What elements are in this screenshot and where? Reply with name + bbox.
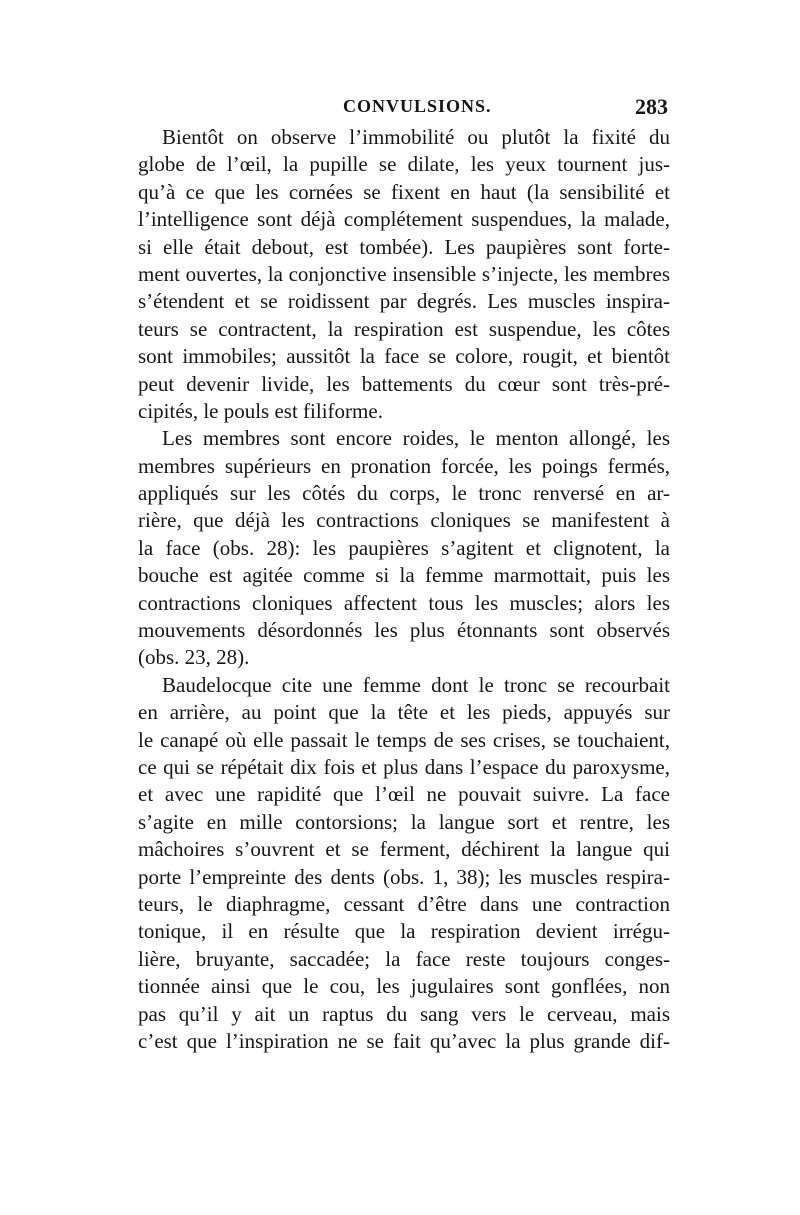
text-line: la face (obs. 28): les paupières s’agitent et clignotent, la bbox=[138, 535, 670, 560]
text-line: Les membres sont encore roides, le menton allongé, les bbox=[162, 426, 670, 451]
book-page bbox=[138, 94, 670, 1055]
text-line: peut devenir livide, les battements du cœur sont très-pré- bbox=[138, 371, 670, 396]
text-line: bouche est agitée comme si la femme marmottait, puis les bbox=[138, 563, 670, 588]
text-line: globe de l’œil, la pupille se dilate, les yeux tournent jus- bbox=[138, 152, 670, 177]
paragraph bbox=[138, 672, 670, 1055]
text-line: sont immobiles; aussitôt la face se colore, rougit, et bientôt bbox=[138, 344, 670, 369]
text-line: l’intelligence sont déjà complétement suspendues, la malade, bbox=[138, 207, 670, 232]
page-number: 283 bbox=[635, 94, 668, 119]
text-line: en arrière, au point que la tête et les pieds, appuyés sur bbox=[138, 700, 670, 725]
text-line: Bientôt on observe l’immobilité ou plutôt la fixité du bbox=[162, 125, 670, 149]
text-line: le canapé où elle passait le temps de ses crises, se touchaient, bbox=[138, 727, 670, 752]
text-line: (obs. 23, 28). bbox=[138, 645, 250, 670]
text-line: mouvements désordonnés les plus étonnants sont observés bbox=[138, 618, 670, 643]
text-line: tionnée ainsi que le cou, les jugulaires sont gonflées, non bbox=[138, 974, 670, 999]
text-line: tonique, il en résulte que la respiration devient irrégu- bbox=[138, 919, 670, 944]
text-line: pas qu’il y ait un raptus du sang vers le cerveau, mais bbox=[138, 1001, 670, 1026]
text-line: ment ouvertes, la conjonctive insensible s’injecte, les membres bbox=[138, 261, 670, 286]
text-line: ce qui se répétait dix fois et plus dans l’espace du paroxysme, bbox=[138, 754, 670, 779]
text-line: rière, que déjà les contractions cloniques se manifestent à bbox=[138, 508, 670, 533]
running-head bbox=[138, 94, 670, 124]
text-line: qu’à ce que les cornées se fixent en haut (la sensibilité et bbox=[138, 179, 670, 204]
text-line: s’agite en mille contorsions; la langue sort et rentre, les bbox=[138, 809, 670, 834]
text-line: Baudelocque cite une femme dont le tronc se recourbait bbox=[162, 672, 670, 697]
paragraph bbox=[138, 425, 670, 672]
text-line: lière, bruyante, saccadée; la face reste toujours conges- bbox=[138, 946, 670, 971]
body-text bbox=[138, 124, 670, 1055]
text-line: teurs, le diaphragme, cessant d’être dans une contraction bbox=[138, 891, 670, 916]
paragraph bbox=[138, 124, 670, 425]
text-line: si elle était debout, est tombée). Les paupières sont forte- bbox=[138, 234, 670, 259]
text-line: appliqués sur les côtés du corps, le tronc renversé en ar- bbox=[138, 481, 670, 506]
text-line: teurs se contractent, la respiration est suspendue, les côtes bbox=[138, 316, 670, 341]
text-line: cipités, le pouls est filiforme. bbox=[138, 398, 383, 423]
text-line: membres supérieurs en pronation forcée, les poings fermés, bbox=[138, 453, 670, 478]
text-line: s’étendent et se roidissent par degrés. Les muscles inspira- bbox=[138, 289, 670, 314]
running-title: CONVULSIONS. bbox=[343, 96, 492, 116]
text-line: porte l’empreinte des dents (obs. 1, 38); les muscles respira- bbox=[138, 864, 670, 889]
text-line: mâchoires s’ouvrent et se ferment, déchirent la langue qui bbox=[138, 837, 670, 862]
text-line: et avec une rapidité que l’œil ne pouvait suivre. La face bbox=[138, 782, 670, 807]
text-line: contractions cloniques affectent tous les muscles; alors les bbox=[138, 590, 670, 615]
text-line: c’est que l’inspiration ne se fait qu’avec la plus grande dif- bbox=[138, 1028, 670, 1053]
